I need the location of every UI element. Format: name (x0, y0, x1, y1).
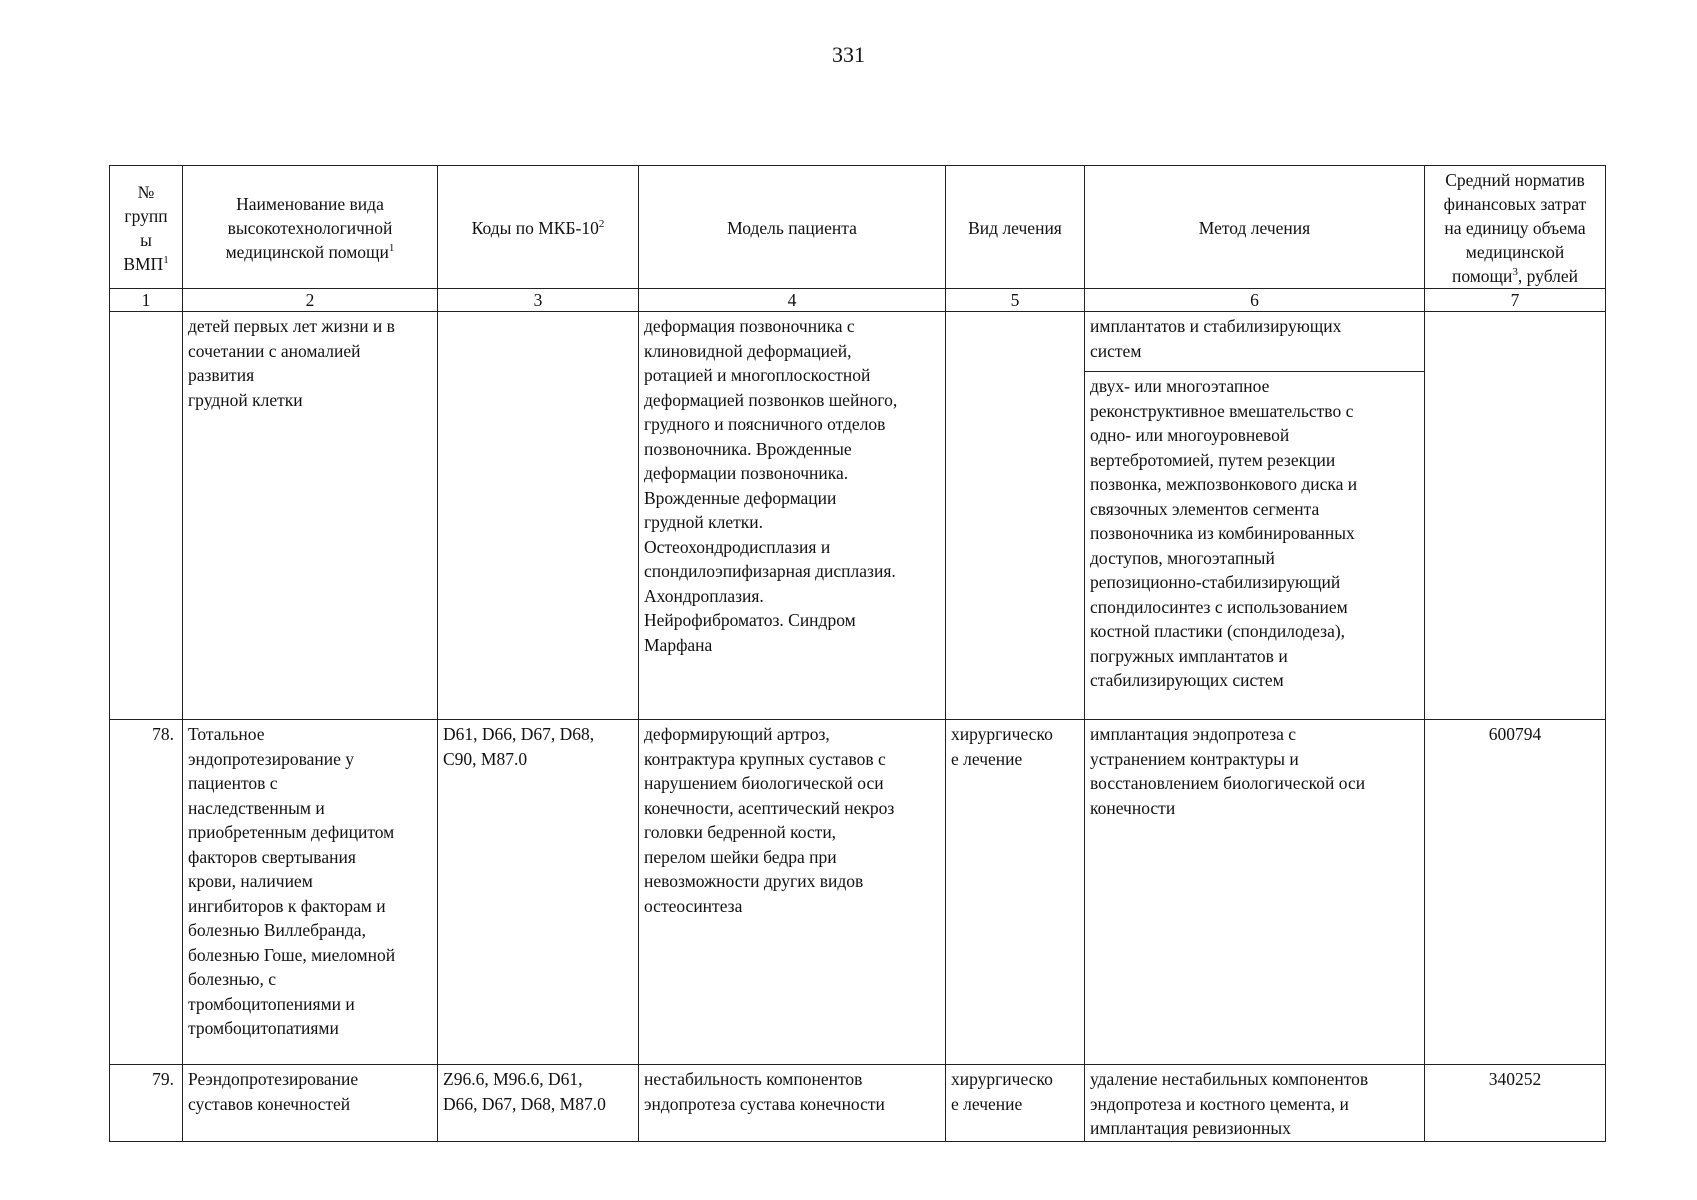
column-number: 3 (438, 289, 639, 312)
header-row (110, 166, 1606, 289)
average-cost: 340252 (1425, 1065, 1606, 1142)
header-care-type-name: Наименование вида высокотехнологичной медицинской помощи$^1$ (183, 166, 438, 289)
patient-model: деформация позвоночника с клиновидной деформацией, ротацией и многоплоскостной деформацией позвонков шейного, грудного и поясничного отделов позвоночника. Врожденные деформации позвоночника. Врожденные деформации грудной клетки. Остеохондродисплазия и спондилоэпифизарная дисплазия. Ахондроплазия. Нейрофиброматоз. Синдром Марфана (639, 312, 946, 720)
group-number: 78. (110, 720, 183, 1065)
column-number: 4 (639, 289, 946, 312)
average-cost (1425, 312, 1606, 720)
icd-codes: Z96.6, M96.6, D61, D66, D67, D68, M87.0 (438, 1065, 639, 1142)
table-row (110, 312, 1606, 720)
column-number-row (110, 289, 1606, 312)
treatment-type: хирургическо е лечение (946, 720, 1085, 1065)
care-type-name: детей первых лет жизни и в сочетании с аномалией развития грудной клетки (183, 312, 438, 720)
group-number: 79. (110, 1065, 183, 1142)
header-treatment-method: Метод лечения (1085, 166, 1425, 289)
treatment-methods (1085, 312, 1425, 720)
treatment-method: имплантация эндопротеза с устранением контрактуры и восстановлением биологической оси конечности (1085, 720, 1425, 1065)
icd-codes (438, 312, 639, 720)
treatment-method: удаление нестабильных компонентов эндопротеза и костного цемента, и имплантация ревизионных (1085, 1065, 1425, 1142)
treatment-method: имплантатов и стабилизирующих систем (1090, 316, 1342, 361)
treatment-type (946, 312, 1085, 720)
header-treatment-type: Вид лечения (946, 166, 1085, 289)
column-number: 5 (946, 289, 1085, 312)
treatment-type: хирургическо е лечение (946, 1065, 1085, 1142)
page-number: 331 (832, 42, 865, 67)
header-group-number: № групп ы ВМП$^1$ (110, 166, 183, 289)
patient-model: нестабильность компонентов эндопротеза сустава конечности (639, 1065, 946, 1142)
group-number (110, 312, 183, 720)
column-number: 6 (1085, 289, 1425, 312)
table-row (110, 720, 1606, 1065)
treatment-method: двух- или многоэтапное реконструктивное вмешательство с одно- или многоуровневой вертебротомией, путем резекции позвонка, межпозвонкового диска и связочных элементов сегмента позвоночника из комбинированных доступов, многоэтапный репозиционно-стабилизирующий спондилосинтез с использованием костной пластики (спондилодеза), погружных имплантатов и стабилизирующих систем (1085, 371, 1424, 693)
table-row (110, 1065, 1606, 1142)
patient-model: деформирующий артроз, контрактура крупных суставов с нарушением биологической оси конечности, асептический некроз головки бедренной кости, перелом шейки бедра при невозможности других видов остеосинтеза (639, 720, 946, 1065)
column-number: 1 (110, 289, 183, 312)
vmp-table (109, 165, 1606, 1142)
average-cost: 600794 (1425, 720, 1606, 1065)
header-icd-codes: Коды по МКБ-$10^2$ (438, 166, 639, 289)
column-number: 2 (183, 289, 438, 312)
header-average-cost: Средний норматив финансовых затрат на единицу объема медицинской помощи$^3$, рублей (1425, 166, 1606, 289)
header-patient-model: Модель пациента (639, 166, 946, 289)
column-number: 7 (1425, 289, 1606, 312)
icd-codes: D61, D66, D67, D68, C90, M87.0 (438, 720, 639, 1065)
care-type-name: Реэндопротезирование суставов конечностей (183, 1065, 438, 1142)
care-type-name: Тотальное эндопротезирование у пациентов с наследственным и приобретенным дефицитом факторов свертывания крови, наличием ингибиторов к факторам и болезнью Виллебранда, болезнью Гоше, миеломной болезнью, с тромбоцитопениями и тромбоцитопатиями (183, 720, 438, 1065)
